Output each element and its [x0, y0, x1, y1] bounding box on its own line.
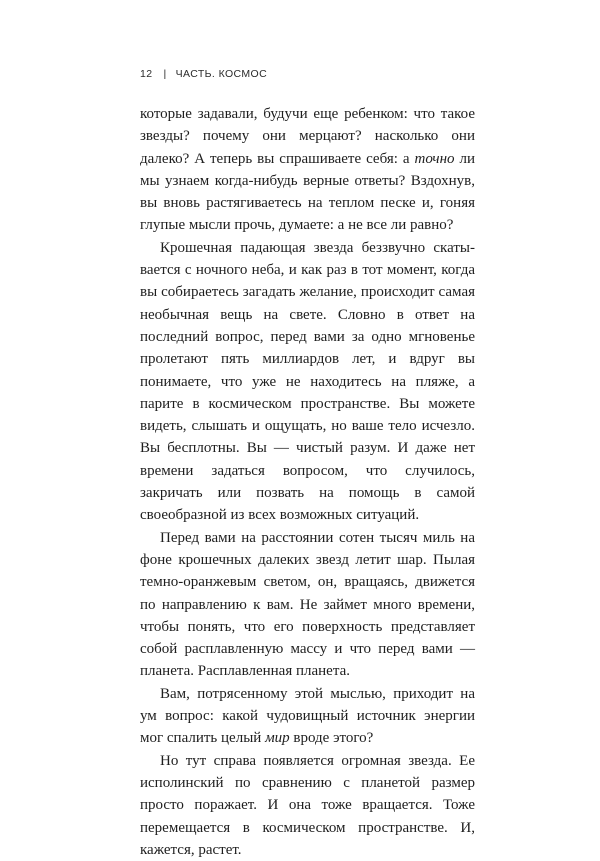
paragraph-1-emphasis: точно: [414, 150, 455, 167]
section-title: ЧАСТЬ. КОСМОС: [175, 68, 268, 80]
paragraph-5: Но тут справа появляется огромная звезда. Ее исполинский по сравнению с планетой размер просто поражает. И она тоже вращается. Тоже перемещается в космическом пространстве. И, кажется, растет.: [140, 752, 475, 858]
paragraph-1: [140, 103, 475, 237]
paragraph-3: Перед вами на расстоянии сотен тысяч миль на фоне крошечных далеких звезд летит шар. Пылая темно-оранжевым светом, он, вращаясь, движется по направлению к вам. Не займет много времени, чтобы понять, что его поверхность представляет собой расплавленную массу и что перед вами — планета. Расплавленная планета.: [140, 529, 475, 680]
running-head: [140, 68, 267, 80]
body-text: [140, 103, 475, 861]
paragraph-1-part-b: ли мы узнаем когда-нибудь верные ответы? Вздохнув, вы вновь растягиваетесь на теплом песке и, гоняя глупые мысли прочь, думаете: а не все ли равно?: [140, 150, 475, 234]
paragraph-2: Крошечная падающая звезда беззвучно скатывается с ночного неба, и как раз в тот момент, когда вы собираетесь загадать желание, происходит самая необычная вещь на свете. Словно в ответ на последний вопрос, перед вами за одно мгновенье пролетают пять миллиардов лет, и вдруг вы понимаете, что уже не находитесь на пляже, а парите в космическом пространстве. Вы можете видеть, слышать и ощущать, но ваше тело исчезло. Вы бесплотны. Вы — чистый разум. И даже нет времени задаться вопросом, что случилось, закричать или позвать на помощь в самой своеобразной из всех возможных ситуаций.: [140, 239, 475, 524]
header-separator: |: [163, 68, 167, 80]
paragraph-4: [140, 683, 475, 750]
page-number: 12: [140, 68, 153, 80]
paragraph-1-part-a: которые задавали, будучи еще ребенком: что такое звезды? почему они мерцают? насколько они далеко? А теперь вы спрашиваете себя: а: [140, 106, 475, 167]
paragraph-4-part-a: Вам, потрясенному этой мыслью, приходит на ум вопрос: какой чудовищный источник энергии мог спалить целый: [140, 685, 475, 747]
paragraph-4-part-b: вроде этого?: [289, 730, 374, 747]
paragraph-4-emphasis: мир: [265, 730, 290, 747]
